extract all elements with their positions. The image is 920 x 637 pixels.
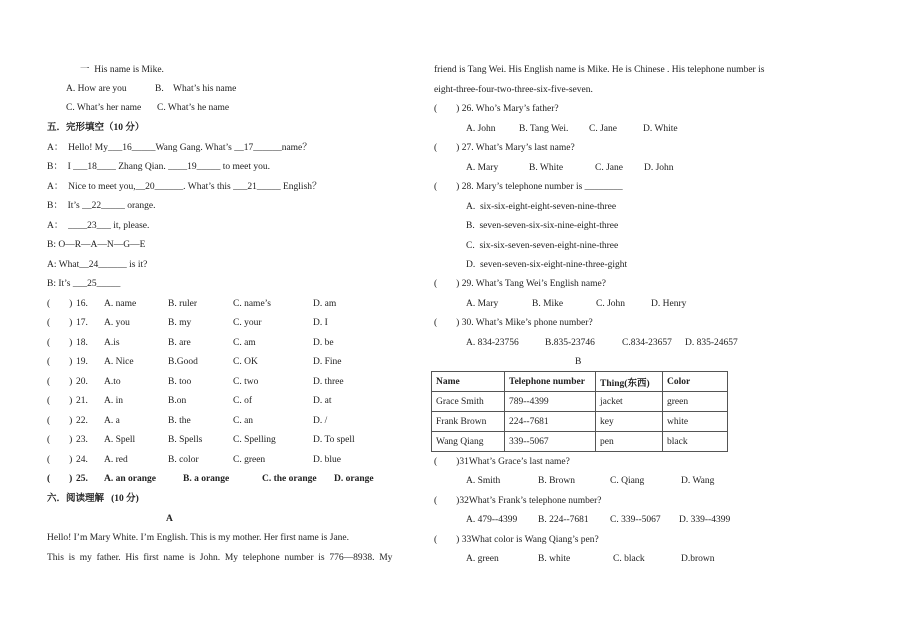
answer-option: D. / [313,416,328,426]
answer-option: D. orange [334,474,374,484]
table-row [432,412,728,432]
answer-option: D. seven-seven-six-eight-nine-three-gight [466,260,628,270]
answer-option: A. in [104,396,123,406]
answer-option: B. ruler [168,299,198,309]
answer-option: A. name [104,299,137,309]
table-header-cell: Telephone number [505,372,596,392]
answer-option: D. at [313,396,332,406]
answer-option: C. two [233,377,259,387]
dialogue-line: B： It’s __22_____ orange. [47,201,156,211]
passage-b-label: B [575,357,582,367]
answer-bracket: ( ) [47,474,73,484]
table-header-cell: Thing(东西) [596,372,663,392]
answer-bracket: ( ) [47,396,73,406]
answer-option: A. Spell [104,435,136,445]
question-text: ( )31What’s Grace’s last name? [434,457,570,467]
answer-option: A. Nice [104,357,134,367]
question-text: ( ) 33What color is Wang Qiang’s pen? [434,535,599,545]
question-text: ( )32What’s Frank’s telephone number? [434,496,602,506]
answer-option: A.is [104,338,120,348]
table-cell: jacket [596,392,663,412]
table-cell: black [663,432,728,452]
table-cell: 224--7681 [505,412,596,432]
answer-option: C. an [233,416,254,426]
answer-option: B. a orange [183,474,230,484]
table-header-row [432,372,728,392]
answer-option: B. White [529,163,564,173]
answer-option: C. Jane [589,124,617,134]
answer-option: A.to [104,377,121,387]
answer-option: C. John [596,299,626,309]
q15-option-c: C. What’s her name [66,103,142,113]
question-text: ( ) 27. What’s Mary’s last name? [434,143,575,153]
answer-option: D. 835-24657 [685,338,738,348]
question-number: 17. [76,318,88,328]
answer-option: B. seven-seven-six-six-nine-eight-three [466,221,619,231]
answer-option: D. three [313,377,344,387]
passage-line: eight-three-four-two-three-six-five-seven. [434,85,593,95]
question-text: ( ) 30. What’s Mike’s phone number? [434,318,593,328]
answer-option: A. an orange [104,474,156,484]
section5-title: 五．完形填空（10 分） [47,123,145,133]
table-cell: key [596,412,663,432]
table-row [432,392,728,412]
dialogue-line: B: It’s ___25_____ [47,279,121,289]
answer-option: A. John [466,124,496,134]
answer-option: B. Tang Wei. [519,124,569,134]
passage-line: friend is Tang Wei. His English name is Mike. He is Chinese . His telephone number is [434,65,765,75]
answer-bracket: ( ) [47,299,73,309]
dialogue-line: B: O—R—A—N—G—E [47,240,146,250]
table-cell: pen [596,432,663,452]
answer-bracket: ( ) [47,318,73,328]
answer-option: D. John [644,163,674,173]
answer-option: A. a [104,416,120,426]
question-number: 25. [76,474,88,484]
answer-option: C. am [233,338,256,348]
answer-bracket: ( ) [47,377,73,387]
answer-bracket: ( ) [47,416,73,426]
answer-option: B.Good [168,357,198,367]
answer-option: C. Spelling [233,435,276,445]
answer-option: C. the orange [262,474,317,484]
answer-option: C. 339--5067 [610,515,661,525]
answer-option: A. Mary [466,163,499,173]
answer-option: D. be [313,338,334,348]
table-header-cell: Name [432,372,505,392]
info-table [431,371,728,452]
dialogue-line: A： ____23___ it, please. [47,221,150,231]
question-text: ( ) 29. What’s Tang Wei’s English name? [434,279,606,289]
q15-prompt: 一 His name is Mike. [80,65,164,75]
answer-bracket: ( ) [47,338,73,348]
answer-option: B. Brown [538,476,575,486]
table-cell: Frank Brown [432,412,505,432]
answer-option: A. 479--4399 [466,515,518,525]
question-number: 20. [76,377,88,387]
answer-bracket: ( ) [47,435,73,445]
q15-option-b: B. What’s his name [155,84,237,94]
answer-option: D. Wang [681,476,715,486]
answer-option: D. 339--4399 [679,515,731,525]
answer-option: C. of [233,396,252,406]
answer-option: B. Mike [532,299,564,309]
answer-option: B. my [168,318,192,328]
answer-bracket: ( ) [47,455,73,465]
answer-option: C. Jane [595,163,623,173]
answer-option: D. White [643,124,678,134]
answer-option: C. Qiang [610,476,645,486]
answer-option: A. Mary [466,299,499,309]
answer-bracket: ( ) [47,357,73,367]
answer-option: D.brown [681,554,715,564]
answer-option: C. name’s [233,299,271,309]
answer-option: A. green [466,554,499,564]
dialogue-line: A： Hello! My___16_____Wang Gang. What’s __17______name？ [47,143,312,153]
passage-a-label: A [166,514,173,524]
answer-option: C. your [233,318,262,328]
answer-option: A. red [104,455,128,465]
answer-option: B. too [168,377,192,387]
answer-option: D. To spell [313,435,355,445]
answer-option: D. Henry [651,299,687,309]
answer-option: B.835-23746 [545,338,595,348]
question-number: 23. [76,435,88,445]
answer-option: B. the [168,416,191,426]
question-number: 22. [76,416,88,426]
section6-title: 六．阅读理解 (10 分) [47,494,139,504]
answer-option: B. white [538,554,571,564]
passage-line: This is my father. His first name is John. My telephone number is 776—8938. My [47,553,393,563]
table-cell: Wang Qiang [432,432,505,452]
answer-option: B. are [168,338,191,348]
answer-option: C. OK [233,357,258,367]
answer-option: B. Spells [168,435,203,445]
question-number: 24. [76,455,88,465]
dialogue-line: A: What__24______ is it? [47,260,148,270]
answer-option: A. Smith [466,476,501,486]
q15-option-a: A. How are you [66,84,127,94]
q15-option-d: C. What’s he name [157,103,230,113]
answer-option: C.834-23657 [622,338,672,348]
answer-option: C. six-six-seven-seven-eight-nine-three [466,240,619,251]
answer-option: B. 224--7681 [538,515,589,525]
answer-option: A. 834-23756 [466,338,519,348]
dialogue-line: A： Nice to meet you,__20______. What’s this ___21_____ English？ [47,182,322,192]
answer-option: B. color [168,455,199,465]
dialogue-line: B： I ___18____ Zhang Qian. ____19_____ to meet you. [47,162,270,172]
question-text: ( ) 26. Who’s Mary’s father? [434,104,559,114]
answer-option: D. Fine [313,357,342,367]
passage-line: Hello! I’m Mary White. I’m English. This is my mother. Her first name is Jane. [47,533,350,543]
table-cell: 789--4399 [505,392,596,412]
answer-option: C. green [233,455,266,465]
table-row [432,432,728,452]
answer-option: A. six-six-eight-eight-seven-nine-three [466,201,617,212]
question-number: 18. [76,338,88,348]
table-header-cell: Color [663,372,728,392]
answer-option: D. I [313,318,328,328]
answer-option: D. blue [313,455,341,465]
answer-option: A. you [104,318,130,328]
question-text: ( ) 28. Mary’s telephone number is ________ [434,182,623,192]
table-cell: 339--5067 [505,432,596,452]
answer-option: B.on [168,396,187,406]
question-number: 21. [76,396,88,406]
table-cell: Grace Smith [432,392,505,412]
question-number: 16. [76,299,88,309]
answer-option: C. black [613,554,645,564]
table-cell: white [663,412,728,432]
table-cell: green [663,392,728,412]
answer-option: D. am [313,299,337,309]
question-number: 19. [76,357,88,367]
